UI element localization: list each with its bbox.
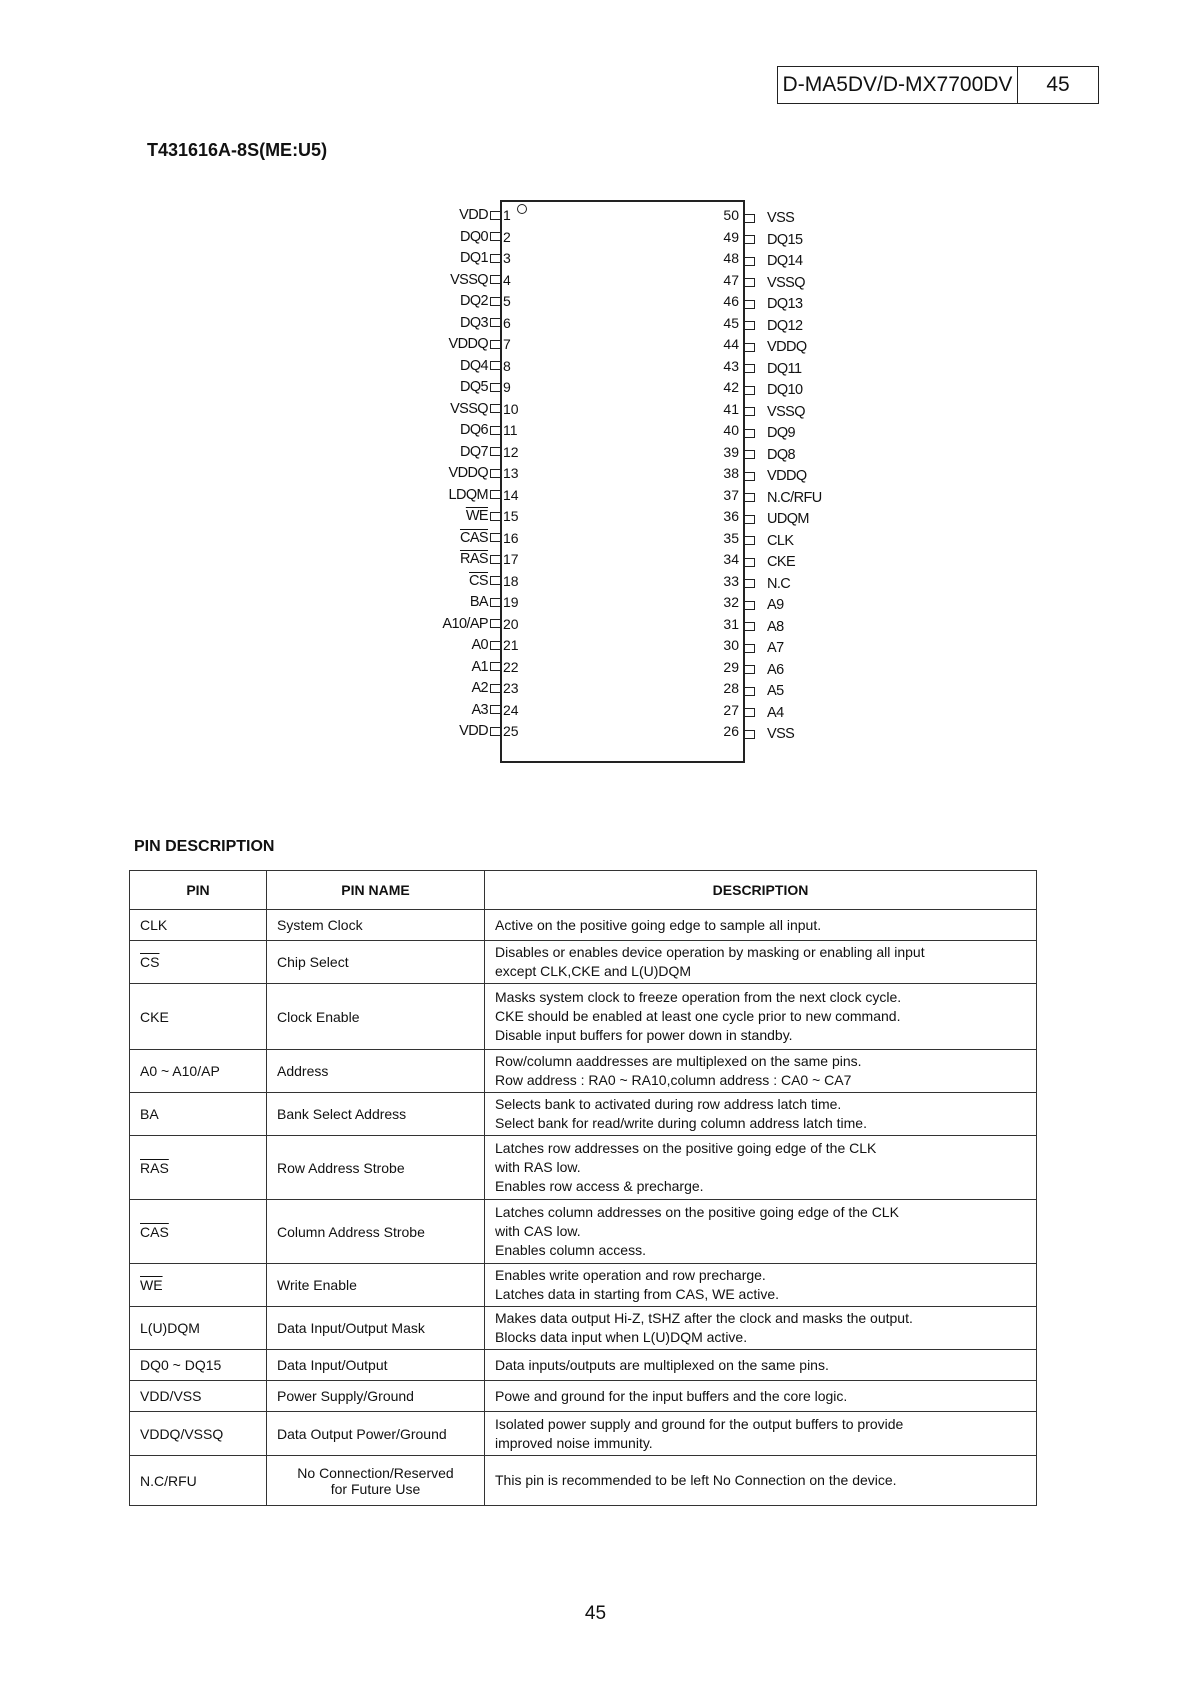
pin-name-label: DQ9 xyxy=(767,425,796,441)
pin-number: 8 xyxy=(503,357,511,374)
left-pin-11 xyxy=(460,420,500,440)
pin-number: 18 xyxy=(503,572,519,589)
left-pin-25 xyxy=(459,721,500,741)
pin-cell: A0 ~ A10/AP xyxy=(140,1063,220,1079)
left-pin-13 xyxy=(449,463,501,483)
right-pin-47 xyxy=(745,273,805,293)
pin-number: 10 xyxy=(503,400,519,417)
pin-stub-icon xyxy=(490,383,500,392)
pin-number: 17 xyxy=(503,551,519,567)
pin-name-label: DQ6 xyxy=(459,422,488,438)
pin-name-cell: Row Address Strobe xyxy=(277,1159,405,1176)
pin-number: 27 xyxy=(723,701,739,718)
pin-stub-icon xyxy=(490,684,500,693)
pin-cell: CKE xyxy=(140,1008,169,1025)
pin-name-label: A7 xyxy=(767,640,784,656)
left-pin-12 xyxy=(460,442,500,462)
pin-stub-icon xyxy=(745,214,755,223)
pin-stub-icon xyxy=(490,555,500,564)
pin-stub-icon xyxy=(745,536,755,545)
pin-name-label: $\overline{RAS}$ xyxy=(459,551,488,567)
pin-number: 36 xyxy=(723,508,739,524)
left-pin-14 xyxy=(449,485,501,505)
pin-number: 14 xyxy=(503,486,519,503)
table-row xyxy=(130,941,1037,984)
pin-name-label: VDDQ xyxy=(767,339,807,355)
pin-number: 28 xyxy=(723,680,739,696)
description-cell: Latches column addresses on the positive going edge of the CLK with CAS low. Enables column access. xyxy=(495,1204,899,1258)
pin-stub-icon xyxy=(745,235,755,244)
pin-name-label: VDDQ xyxy=(448,336,488,352)
left-pin-23 xyxy=(471,678,500,698)
pin-name-cell: Data Input/Output xyxy=(277,1357,388,1373)
pin-name-label: DQ4 xyxy=(459,357,488,374)
pin-name-label: CKE xyxy=(767,554,796,570)
table-row xyxy=(130,910,1037,941)
left-pin-8 xyxy=(460,356,500,376)
pin-name-label: DQ0 xyxy=(459,228,488,245)
pin-number: 24 xyxy=(503,701,519,718)
pin-stub-icon xyxy=(490,232,500,241)
right-pin-44 xyxy=(745,337,807,357)
pin-number: 1 xyxy=(503,207,511,223)
pin-name-label: DQ10 xyxy=(767,382,803,398)
pin-stub-icon xyxy=(745,386,755,395)
pin-name-cell: Chip Select xyxy=(277,954,349,970)
pin-number: 26 xyxy=(723,723,739,739)
pin-stub-icon xyxy=(490,447,500,456)
header-box xyxy=(777,66,1099,104)
left-pin-1 xyxy=(459,205,500,225)
pin-stub-icon xyxy=(745,472,755,481)
pin-name-label: $\overline{WE}$ xyxy=(465,508,488,524)
pin-stub-icon xyxy=(745,343,755,352)
pin-number: 33 xyxy=(723,572,739,589)
pin-number: 11 xyxy=(503,422,518,438)
right-pin-48 xyxy=(745,251,802,271)
pin-cell: VDDQ/VSSQ xyxy=(140,1425,224,1442)
pin-name-label: $\overline{CAS}$ xyxy=(459,529,488,546)
pin-cell: $\overline{CS}$ xyxy=(140,954,160,970)
pin-number: 5 xyxy=(503,293,511,309)
pin-name-label: VDD xyxy=(459,207,488,223)
pin-stub-icon xyxy=(745,665,755,674)
pin-number: 3 xyxy=(503,250,511,266)
pin-name-label: VSSQ xyxy=(767,274,805,291)
pin-name-label: VDDQ xyxy=(767,468,807,484)
pin-name-label: VSSQ xyxy=(767,403,805,420)
description-cell: Disables or enables device operation by masking or enabling all input except CLK,CKE and L(U)DQM xyxy=(495,944,925,979)
pin-cell: DQ0 ~ DQ15 xyxy=(140,1357,222,1373)
pin-name-cell: Write Enable xyxy=(277,1277,357,1293)
right-pin-46 xyxy=(745,294,802,314)
pin-stub-icon xyxy=(745,364,755,373)
description-cell: Enables write operation and row precharge. Latches data in starting from CAS, WE active. xyxy=(495,1267,780,1302)
left-pin-2 xyxy=(460,227,500,247)
chip-title: T431616A-8S(ME:U5) xyxy=(147,140,328,160)
pin-stub-icon xyxy=(490,426,500,435)
pin-number: 45 xyxy=(723,314,739,331)
description-cell: Latches row addresses on the positive going edge of the CLK with RAS low. Enables row access & precharge. xyxy=(495,1140,877,1194)
pin-name-cell: Data Output Power/Ground xyxy=(277,1425,447,1442)
pin-stub-icon xyxy=(490,318,500,327)
right-pin-33 xyxy=(745,574,790,594)
pin-number: 30 xyxy=(723,637,739,653)
pin-stub-icon xyxy=(490,705,500,714)
description-cell: Active on the positive going edge to sample all input. xyxy=(495,916,822,933)
pin-name-cell: Data Input/Output Mask xyxy=(277,1320,425,1336)
description-cell: Isolated power supply and ground for the output buffers to provide improved noise immunity. xyxy=(495,1415,904,1451)
pin-cell: BA xyxy=(140,1106,159,1122)
pin-number: 12 xyxy=(503,443,519,460)
description-cell: Selects bank to activated during row address latch time. Select bank for read/write during column address latch time. xyxy=(495,1096,867,1131)
pin-number: 49 xyxy=(723,228,739,245)
pin-number: 34 xyxy=(723,551,739,567)
chip-outline xyxy=(500,200,745,763)
pin-name-cell: Clock Enable xyxy=(277,1008,360,1025)
left-pin-9 xyxy=(460,377,500,397)
table-row xyxy=(130,1350,1037,1381)
pin-stub-icon xyxy=(745,730,755,739)
pin-number: 23 xyxy=(503,680,519,696)
pin-name-label: A6 xyxy=(767,661,784,678)
pin-stub-icon xyxy=(745,278,755,287)
pin-number: 22 xyxy=(503,658,519,675)
pin-name-label: A2 xyxy=(471,680,488,696)
pin-stub-icon xyxy=(745,708,755,717)
pin-number: 15 xyxy=(503,508,519,524)
pin-name-label: CLK xyxy=(767,532,794,549)
pin-number: 40 xyxy=(723,422,739,438)
pin-name-label: A5 xyxy=(767,683,784,699)
pin-stub-icon xyxy=(490,469,500,478)
pin-name-label: N.C/RFU xyxy=(767,489,822,506)
header-pin: PIN xyxy=(130,871,267,910)
left-pin-24 xyxy=(471,700,500,720)
pin-number: 13 xyxy=(503,465,519,481)
description-cell: This pin is recommended to be left No Connection on the device. xyxy=(495,1472,897,1488)
pin-name-label: A0 xyxy=(471,637,488,653)
pin-name-label: VDD xyxy=(459,723,488,739)
left-pin-18 xyxy=(469,571,500,591)
description-cell: Row/column aaddresses are multiplexed on the same pins. Row address : RA0 ~ RA10,column address : CA0 ~ CA7 xyxy=(495,1053,862,1088)
right-pin-40 xyxy=(745,423,795,443)
pin-stub-icon xyxy=(490,727,500,736)
right-pin-34 xyxy=(745,552,795,572)
right-pin-42 xyxy=(745,380,802,400)
pin-number: 41 xyxy=(723,400,739,417)
pin-name-label: DQ14 xyxy=(767,253,803,269)
right-pin-26 xyxy=(745,724,794,744)
left-pin-4 xyxy=(450,270,500,290)
pin-name-cell: Bank Select Address xyxy=(277,1106,407,1122)
left-pin-16 xyxy=(460,528,500,548)
pin-stub-icon xyxy=(745,558,755,567)
pin-name-label: DQ15 xyxy=(767,231,803,248)
pin-number: 32 xyxy=(723,594,739,610)
table-row xyxy=(130,1093,1037,1136)
pin-description-table xyxy=(129,870,1037,1506)
table-header-row xyxy=(130,871,1037,910)
pin-number: 25 xyxy=(503,723,519,739)
pin-name-label: DQ8 xyxy=(767,446,796,463)
pin-name-label: DQ5 xyxy=(459,379,488,395)
left-pin-15 xyxy=(466,506,500,526)
footer-page-number: 45 xyxy=(584,1603,607,1624)
pin-stub-icon xyxy=(745,257,755,266)
pin-name-cell: No Connection/Reserved for Future Use xyxy=(297,1464,454,1497)
header-pin-name: PIN NAME xyxy=(267,871,485,910)
pin-number: 9 xyxy=(503,379,511,395)
right-pin-38 xyxy=(745,466,807,486)
left-pin-6 xyxy=(460,313,500,333)
pin-stub-icon xyxy=(490,211,500,220)
description-cell: Powe and ground for the input buffers and the core logic. xyxy=(495,1387,848,1404)
pin-cell: $\overline{RAS}$ xyxy=(140,1159,169,1176)
pin-cell: VDD/VSS xyxy=(140,1388,202,1404)
pin-stub-icon xyxy=(745,450,755,459)
model-number: D-MA5DV/D-MX7700DV xyxy=(778,67,1018,103)
right-pin-43 xyxy=(745,359,801,379)
pin-name-label: UDQM xyxy=(767,511,809,527)
pin-stub-icon xyxy=(490,576,500,585)
pin-stub-icon xyxy=(490,404,500,413)
pin-cell: CLK xyxy=(140,917,168,933)
left-pin-19 xyxy=(470,592,500,612)
pin-name-label: VSSQ xyxy=(450,271,488,288)
pin-name-cell: System Clock xyxy=(277,917,363,933)
description-cell: Makes data output Hi-Z, tSHZ after the clock and masks the output. Blocks data input when L(U)DQM active. xyxy=(495,1310,913,1345)
right-pin-36 xyxy=(745,509,809,529)
pin-name-label: DQ13 xyxy=(767,296,803,312)
pin-number: 39 xyxy=(723,443,739,460)
pin-stub-icon xyxy=(490,297,500,306)
pin-name-label: A9 xyxy=(767,597,784,613)
pin-stub-icon xyxy=(745,515,755,524)
pin-stub-icon xyxy=(745,429,755,438)
pin-number: 6 xyxy=(503,314,511,331)
pin-cell: $\overline{WE}$ xyxy=(140,1277,163,1293)
pin-name-label: LDQM xyxy=(448,486,488,503)
pin-number: 7 xyxy=(503,336,511,352)
pin-name-label: DQ7 xyxy=(459,443,488,460)
description-cell: Data inputs/outputs are multiplexed on the same pins. xyxy=(495,1356,829,1373)
pin-stub-icon xyxy=(745,493,755,502)
pin-stub-icon xyxy=(490,533,500,542)
pin-number: 46 xyxy=(723,293,739,309)
right-pin-30 xyxy=(745,638,784,658)
pin-stub-icon xyxy=(490,275,500,284)
pin-name-cell: Power Supply/Ground xyxy=(277,1388,414,1404)
pin-name-label: A10/AP xyxy=(442,615,488,632)
left-pin-3 xyxy=(460,248,500,268)
table-row xyxy=(130,984,1037,1050)
left-pin-21 xyxy=(471,635,500,655)
pin-name-label: VSS xyxy=(767,726,795,742)
pin-stub-icon xyxy=(490,598,500,607)
pin-stub-icon xyxy=(745,601,755,610)
pin-name-label: A1 xyxy=(471,658,488,675)
pin-name-cell: Address xyxy=(277,1063,329,1079)
table-row xyxy=(130,1136,1037,1200)
table-row xyxy=(130,1307,1037,1350)
pin-number: 48 xyxy=(723,250,739,266)
pin-number: 50 xyxy=(723,207,739,223)
pin-number: 19 xyxy=(503,594,519,610)
pin-description-title: PIN DESCRIPTION xyxy=(134,838,275,855)
left-pin-20 xyxy=(442,614,500,634)
pin-name-label: VSSQ xyxy=(450,400,488,417)
pin-stub-icon xyxy=(745,687,755,696)
right-pin-41 xyxy=(745,402,805,422)
pin-number: 44 xyxy=(723,336,739,352)
right-pin-50 xyxy=(745,208,794,228)
pin-name-label: DQ1 xyxy=(459,250,488,266)
pin-number: 2 xyxy=(503,228,511,245)
table-row xyxy=(130,1264,1037,1307)
pin-name-label: DQ12 xyxy=(767,317,803,334)
table-row xyxy=(130,1050,1037,1093)
left-pin-17 xyxy=(460,549,500,569)
pin-name-label: A8 xyxy=(767,618,784,635)
pin-cell: L(U)DQM xyxy=(140,1320,200,1336)
pin-number: 21 xyxy=(503,637,519,653)
pin-name-label: $\overline{CS}$ xyxy=(469,572,488,589)
pin-number: 37 xyxy=(723,486,739,503)
table-row xyxy=(130,1381,1037,1412)
pin-name-label: VDDQ xyxy=(448,465,488,481)
pin-number: 35 xyxy=(723,529,739,546)
header-description: DESCRIPTION xyxy=(485,871,1037,910)
table-row xyxy=(130,1412,1037,1456)
left-pin-5 xyxy=(460,291,500,311)
pin-stub-icon xyxy=(745,622,755,631)
pin-stub-icon xyxy=(490,512,500,521)
pin-stub-icon xyxy=(745,300,755,309)
right-pin-28 xyxy=(745,681,784,701)
pin-stub-icon xyxy=(745,321,755,330)
pin-cell: N.C/RFU xyxy=(140,1472,197,1489)
pin-stub-icon xyxy=(490,490,500,499)
pin-number: 16 xyxy=(503,529,519,546)
pin-cell: $\overline{CAS}$ xyxy=(140,1223,169,1240)
pin-name-label: BA xyxy=(469,594,488,610)
right-pin-32 xyxy=(745,595,784,615)
table-row xyxy=(130,1200,1037,1264)
description-cell: Masks system clock to freeze operation from the next clock cycle. CKE should be enabled at least one cycle prior to new command. Disable input buffers for power down in standby. xyxy=(495,989,902,1043)
pin-number: 4 xyxy=(503,271,511,288)
pin-stub-icon xyxy=(490,361,500,370)
pin-number: 29 xyxy=(723,658,739,675)
left-pin-10 xyxy=(450,399,500,419)
pin-stub-icon xyxy=(745,407,755,416)
pin1-notch-icon xyxy=(517,204,527,214)
table-row xyxy=(130,1456,1037,1506)
right-pin-31 xyxy=(745,617,784,637)
right-pin-49 xyxy=(745,230,802,250)
pin-name-label: N.C xyxy=(767,575,791,592)
right-pin-45 xyxy=(745,316,802,336)
pin-name-label: DQ3 xyxy=(459,314,488,331)
pin-name-cell: Column Address Strobe xyxy=(277,1223,425,1240)
pin-stub-icon xyxy=(490,641,500,650)
pin-stub-icon xyxy=(490,254,500,263)
pin-number: 47 xyxy=(723,271,739,288)
pin-stub-icon xyxy=(745,579,755,588)
header-page-number: 45 xyxy=(1046,73,1070,96)
left-pin-7 xyxy=(449,334,501,354)
pin-number: 20 xyxy=(503,615,519,632)
pin-number: 31 xyxy=(723,615,739,632)
pin-number: 38 xyxy=(723,465,739,481)
right-pin-29 xyxy=(745,660,784,680)
pin-number: 42 xyxy=(723,379,739,395)
pin-name-label: DQ2 xyxy=(459,293,488,309)
right-pin-27 xyxy=(745,703,784,723)
pin-stub-icon xyxy=(490,340,500,349)
right-pin-39 xyxy=(745,445,795,465)
pin-name-label: DQ11 xyxy=(767,360,802,377)
pin-number: 43 xyxy=(723,357,739,374)
right-pin-35 xyxy=(745,531,793,551)
pin-name-label: A4 xyxy=(767,704,784,721)
pin-stub-icon xyxy=(490,619,500,628)
left-pin-22 xyxy=(471,657,500,677)
pin-stub-icon xyxy=(745,644,755,653)
right-pin-37 xyxy=(745,488,822,508)
pin-name-label: VSS xyxy=(767,210,795,226)
pin-name-label: A3 xyxy=(471,701,488,718)
pin-stub-icon xyxy=(490,662,500,671)
